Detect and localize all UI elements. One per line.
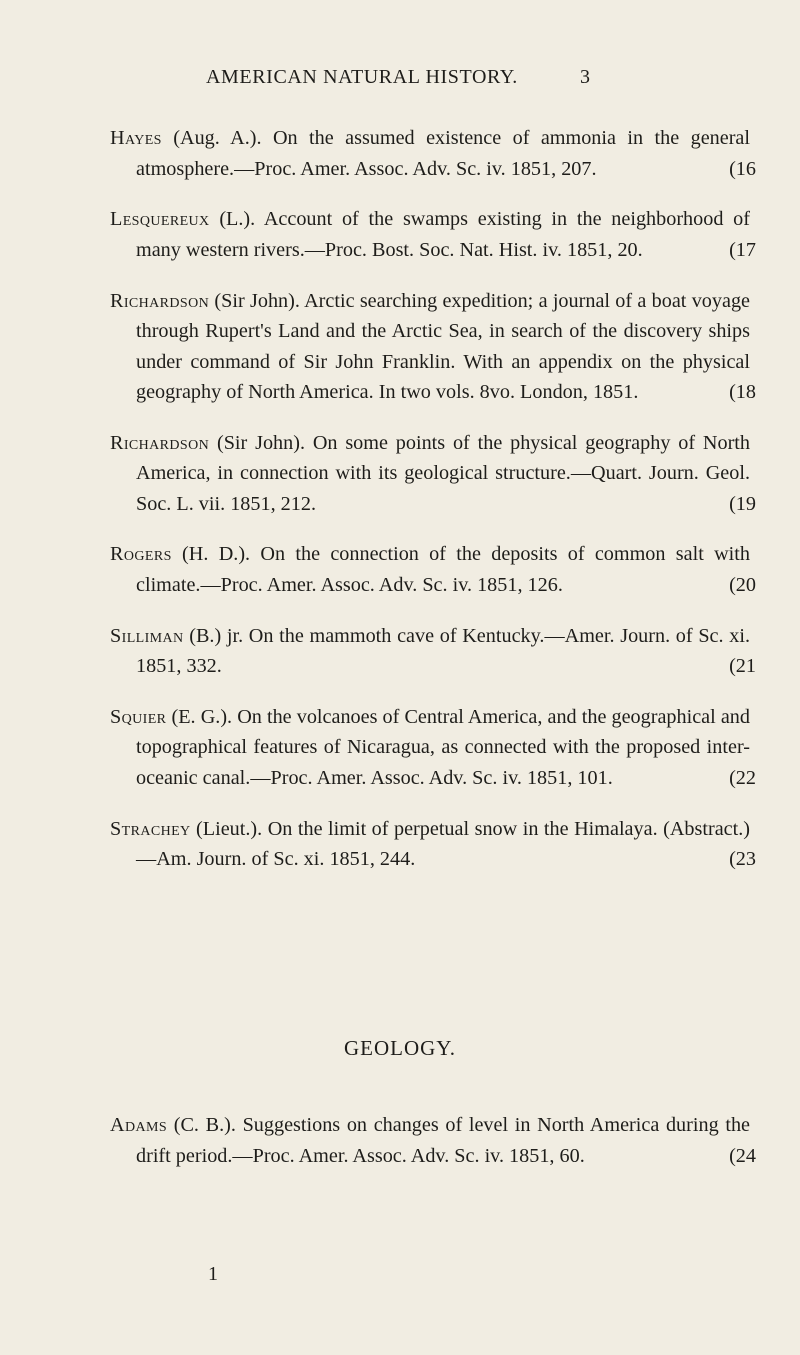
bibliography-list xyxy=(110,103,756,891)
entry-author: Lesquereux xyxy=(110,208,210,231)
signature-mark: 1 xyxy=(208,1263,218,1285)
entry-text: (B.) jr. On the mammoth cave of Kentucky.—Amer. Journ. of Sc. xi. 1851, 332. xyxy=(136,624,750,678)
geology-list xyxy=(110,1090,756,1188)
bibliography-entry xyxy=(110,204,756,265)
entry-author: Rogers xyxy=(110,543,172,566)
page-number: 3 xyxy=(580,66,590,88)
entry-ref-number: (20 xyxy=(729,573,756,596)
entry-ref-number: (24 xyxy=(729,1144,756,1167)
bibliography-entry xyxy=(110,702,756,794)
entry-text: (Sir John). Arctic searching expedition; a journal of a boat voyage through Rupert's Land and the Arctic Sea, in search of the discovery ships under command of Sir John Franklin. With an appendix on the physical geography of North America. In two vols. 8vo. London, 1851. xyxy=(136,289,750,404)
entry-text: (L.). Account of the swamps existing in the neighborhood of many western rivers.—Proc. Bost. Soc. Nat. Hist. iv. 1851, 20. xyxy=(136,208,750,261)
bibliography-entry xyxy=(110,814,756,875)
entry-author: Silliman xyxy=(110,624,184,647)
entry-ref-number: (22 xyxy=(729,766,756,789)
entry-ref-number: (17 xyxy=(729,238,756,261)
entry-ref-number: (19 xyxy=(729,492,756,515)
entry-author: Hayes xyxy=(110,127,162,150)
entry-ref-number: (18 xyxy=(729,381,756,404)
entry-text: (E. G.). On the volcanoes of Central America, and the geographical and topographical features of Nicaragua, as connected with the proposed inter-oceanic canal.—Proc. Amer. Assoc. Adv. Sc. iv. 1851, 101. xyxy=(136,705,750,789)
entry-author: Richardson xyxy=(110,431,210,454)
entry-text: (Lieut.). On the limit of perpetual snow in the Himalaya. (Abstract.)—Am. Journ. of Sc. xi. 1851, 244. xyxy=(136,817,750,870)
bibliography-entry xyxy=(110,621,756,682)
bibliography-entry xyxy=(110,1110,756,1171)
entry-author: Richardson xyxy=(110,289,210,312)
entry-text: (Sir John). On some points of the physical geography of North America, in connection with its geological structure.—Quart. Journ. Geol. Soc. L. vii. 1851, 212. xyxy=(136,431,750,515)
entry-text: (Aug. A.). On the assumed existence of ammonia in the general atmosphere.—Proc. Amer. Assoc. Adv. Sc. iv. 1851, 207. xyxy=(136,127,750,180)
entry-ref-number: (21 xyxy=(729,655,756,678)
entry-text: (C. B.). Suggestions on changes of level in North America during the drift period.—Proc. Amer. Assoc. Adv. Sc. iv. 1851, 60. xyxy=(136,1114,750,1167)
section-heading: GEOLOGY. xyxy=(343,1036,457,1060)
bibliography-entry xyxy=(110,286,756,408)
bibliography-entry xyxy=(110,428,756,520)
running-head xyxy=(0,66,800,90)
entry-author: Squier xyxy=(110,705,167,728)
bibliography-entry xyxy=(110,123,756,184)
entry-ref-number: (23 xyxy=(729,848,756,870)
running-title: AMERICAN NATURAL HISTORY. xyxy=(206,66,518,88)
entry-author: Adams xyxy=(110,1114,168,1137)
entry-ref-number: (16 xyxy=(729,157,756,180)
bibliography-entry xyxy=(110,539,756,600)
entry-text: (H. D.). On the connection of the deposits of common salt with climate.—Proc. Amer. Assoc. Adv. Sc. iv. 1851, 126. xyxy=(136,543,750,596)
entry-author: Strachey xyxy=(110,817,191,840)
